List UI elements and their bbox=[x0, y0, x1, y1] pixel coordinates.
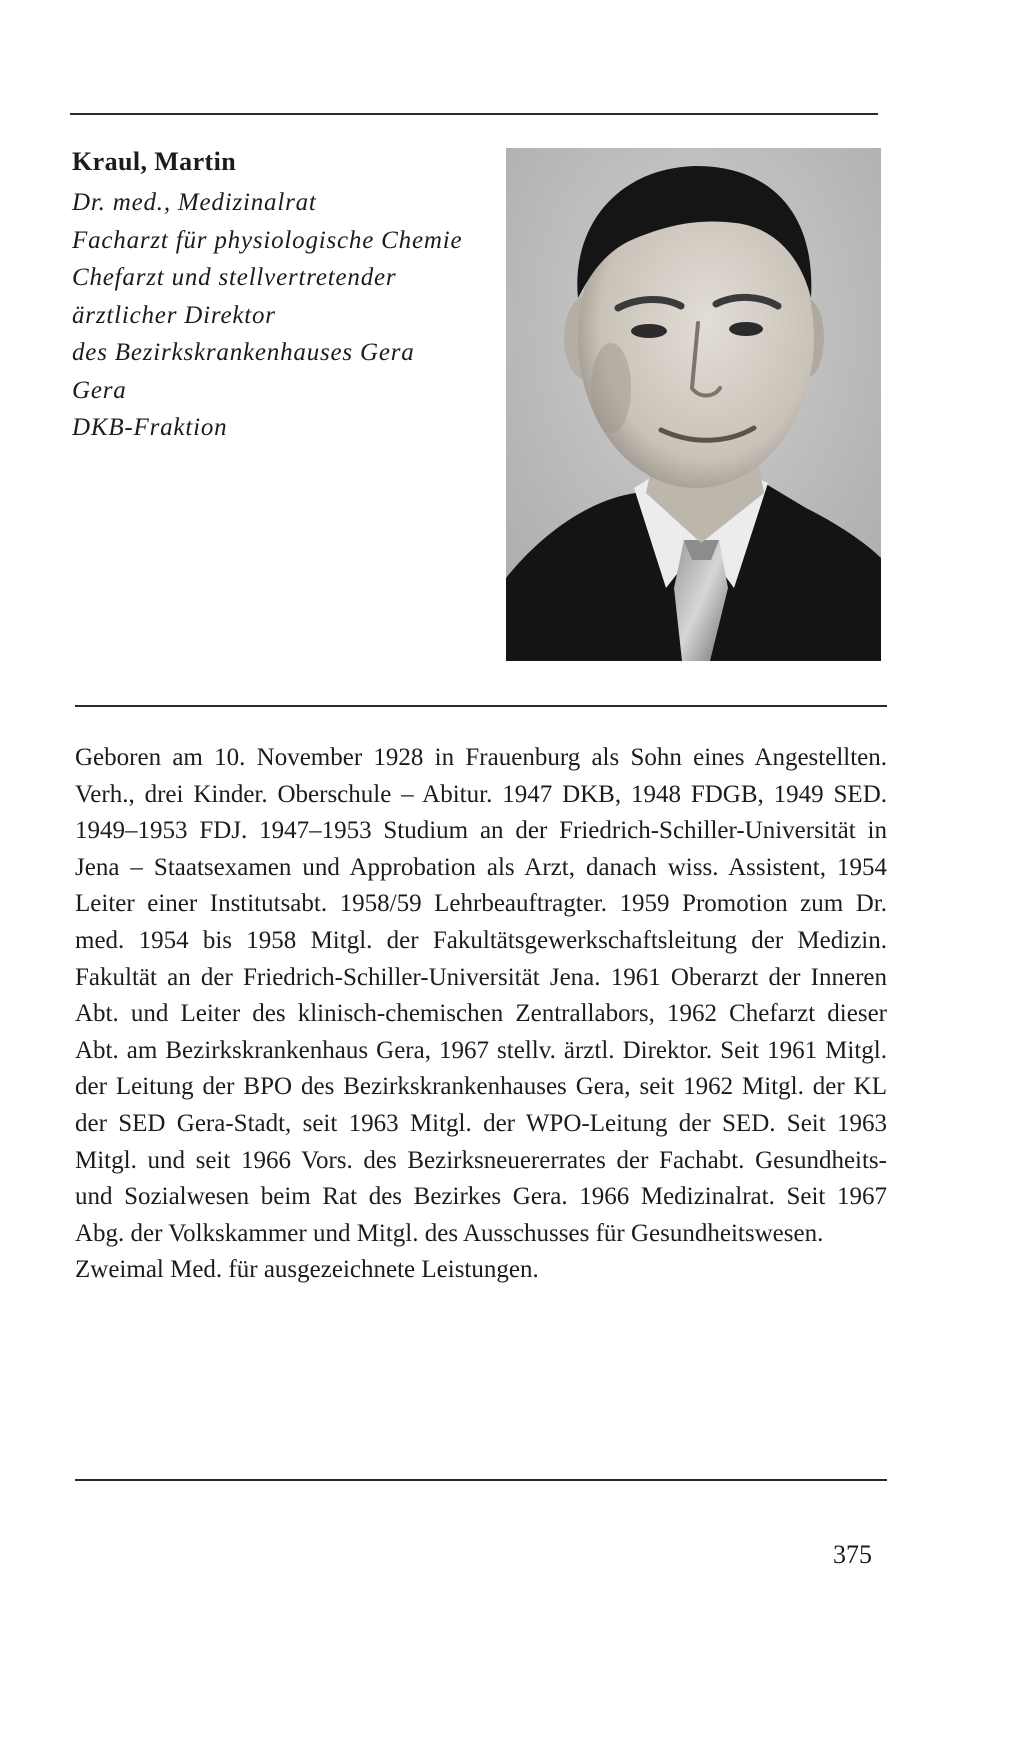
biography bbox=[75, 740, 887, 1289]
faction-line: DKB-Fraktion bbox=[72, 414, 228, 441]
portrait-photo bbox=[506, 148, 881, 661]
entry-header bbox=[72, 146, 492, 447]
page-number: 375 bbox=[833, 1540, 872, 1569]
biography-text: Geboren am 10. November 1928 in Frauenburg als Sohn eines Angestellten. Verh., drei Kinder. Oberschule – Abitur. 1947 DKB, 1948 FDGB, 1949 SED. 1949–1953 FDJ. 1947–1953 Studium an der Friedrich-Schiller-Universität in Jena – Staatsexamen und Approbation als Arzt, danach wiss. Assistent, 1954 Leiter einer Institutsabt. 1958/59 Lehrbeauftragter. 1959 Promotion zum Dr. med. 1954 bis 1958 Mitgl. der Fakultätsgewerkschaftsleitung der Medizin. Fakultät an der Friedrich-Schiller-Universität Jena. 1961 Oberarzt der Inneren Abt. und Leiter des klinisch-chemischen Zentrallabors, 1962 Chefarzt dieser Abt. am Bezirkskrankenhaus Gera, 1967 stellv. ärztl. Direktor. Seit 1961 Mitgl. der Leitung der BPO des Bezirkskrankenhauses Gera, seit 1962 Mitgl. der KL der SED Gera-Stadt, seit 1963 Mitgl. der WPO-Leitung der SED. Seit 1963 Mitgl. und seit 1966 Vors. des Bezirksneuererrates der Fachabt. Gesundheits- und Sozialwesen beim Rat des Bezirkes Gera. 1966 Medizinalrat. Seit 1967 Abg. der Volkskammer und Mitgl. des Ausschusses für Gesundheitswesen. bbox=[75, 744, 887, 1247]
person-name: Kraul, Martin bbox=[72, 147, 237, 176]
bottom-rule bbox=[75, 1479, 887, 1481]
middle-rule bbox=[75, 705, 887, 707]
awards-text: Zweimal Med. für ausgezeichnete Leistungen. bbox=[75, 1256, 539, 1284]
position-line-1: Chefarzt und stellvertretender bbox=[72, 264, 397, 291]
top-rule bbox=[70, 113, 878, 115]
position-line-2: ärztlicher Direktor bbox=[72, 301, 276, 329]
institution-line: des Bezirkskrankenhauses Gera bbox=[72, 339, 415, 366]
title-line: Dr. med., Medizinalrat bbox=[72, 189, 317, 216]
constituency-line: Gera bbox=[72, 376, 127, 404]
specialty-line: Facharzt für physiologische Chemie bbox=[72, 226, 463, 254]
